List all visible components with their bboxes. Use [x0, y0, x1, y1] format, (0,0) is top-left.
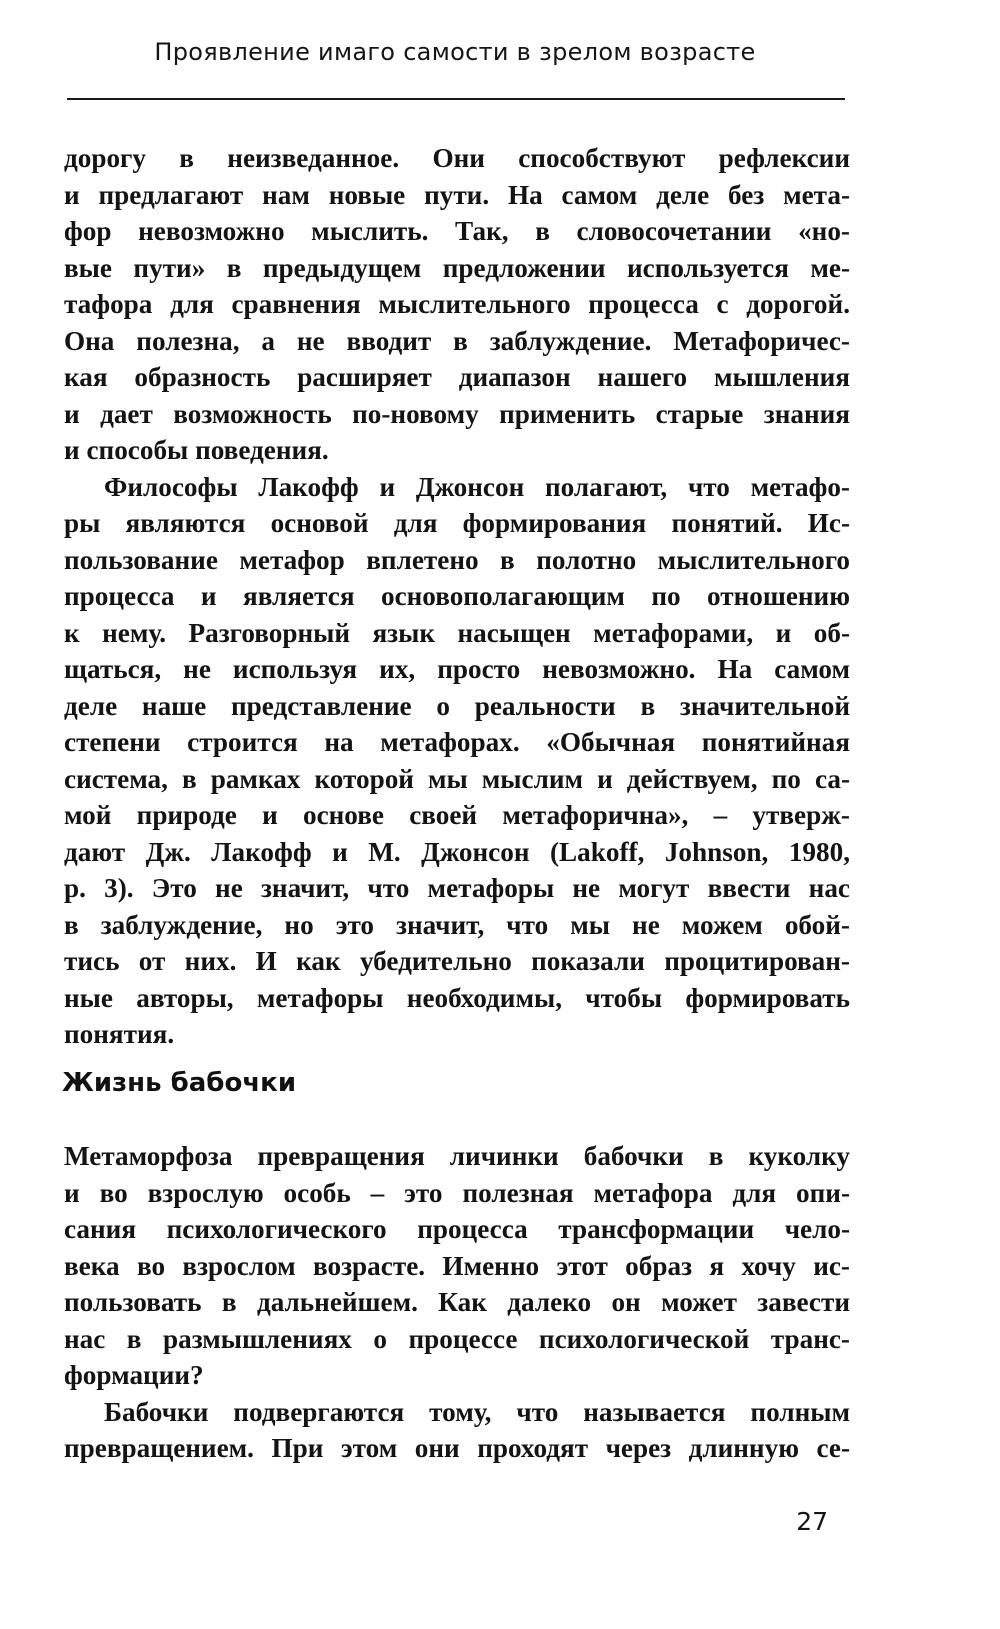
- text-line: Она полезна, а не вводит в заблуждение. Метафоричес-: [64, 325, 850, 356]
- text-line: к нему. Разговорный язык насыщен метафорами, и об-: [64, 617, 850, 648]
- text-line: в заблуждение, но это значит, что мы не можем обой-: [64, 909, 850, 940]
- text-line: века во взрослом возрасте. Именно этот образ я хочу ис-: [64, 1250, 850, 1281]
- text-line: мой природе и основе своей метафорична», – утверж-: [64, 800, 850, 830]
- text-line: пользовать в дальнейшем. Как далеко он может завести: [64, 1287, 850, 1317]
- text-line: ры являются основой для формирования понятий. Ис-: [64, 508, 850, 538]
- text-line: сания психологического процесса трансформации чело-: [64, 1214, 850, 1244]
- body-text-block-2: [64, 1138, 850, 1467]
- text-line: система, в рамках которой мы мыслим и действуем, по са-: [64, 763, 850, 794]
- text-line: вые пути» в предыдущем предложении используется ме-: [64, 252, 850, 283]
- section-heading: Жизнь бабочки: [62, 1068, 297, 1098]
- text-line: дают Дж. Лакофф и М. Джонсон (Lakoff, Johnson, 1980,: [64, 836, 850, 867]
- text-line: Бабочки подвергаются тому, что называется полным: [104, 1396, 850, 1427]
- text-line: деле наше представление о реальности в значительной: [64, 690, 850, 721]
- text-line: и способы поведения.: [64, 435, 329, 465]
- header-rule: [67, 98, 845, 100]
- text-line: степени строится на метафорах. «Обычная понятийная: [64, 727, 850, 757]
- text-line: тафора для сравнения мыслительного процесса с дорогой.: [64, 289, 850, 319]
- page-number: 27: [796, 1507, 828, 1536]
- text-line: нас в размышлениях о процессе психологической транс-: [64, 1323, 850, 1354]
- text-line: и дает возможность по-новому применить старые знания: [64, 398, 850, 429]
- text-line: кая образность расширяет диапазон нашего мышления: [64, 362, 850, 392]
- text-line: дорогу в неизведанное. Они способствуют рефлексии: [64, 143, 850, 173]
- text-line: превращением. При этом они проходят через длинную се-: [64, 1433, 850, 1463]
- text-line: и предлагают нам новые пути. На самом деле без мета-: [64, 179, 850, 210]
- text-line: Метаморфоза превращения личинки бабочки в куколку: [64, 1141, 850, 1171]
- text-line: пользование метафор вплетено в полотно мыслительного: [64, 544, 850, 575]
- text-line: и во взрослую особь – это полезная метафора для опи-: [64, 1177, 850, 1208]
- running-header: Проявление имаго самости в зрелом возрасте: [154, 38, 756, 66]
- text-line: процесса и является основополагающим по отношению: [64, 581, 850, 611]
- text-line: p. 3). Это не значит, что метафоры не могут ввести нас: [64, 873, 850, 903]
- text-line: тись от них. И как убедительно показали процитирован-: [64, 946, 850, 976]
- text-line: Философы Лакофф и Джонсон полагают, что метафо-: [104, 471, 850, 502]
- text-line: формации?: [64, 1360, 204, 1390]
- text-line: понятия.: [64, 1019, 175, 1049]
- text-line: щаться, не используя их, просто невозможно. На самом: [64, 654, 850, 684]
- text-line: фор невозможно мыслить. Так, в словосочетании «но-: [64, 216, 850, 246]
- text-line: ные авторы, метафоры необходимы, чтобы формировать: [64, 982, 850, 1013]
- body-text-block-1: [64, 140, 850, 1053]
